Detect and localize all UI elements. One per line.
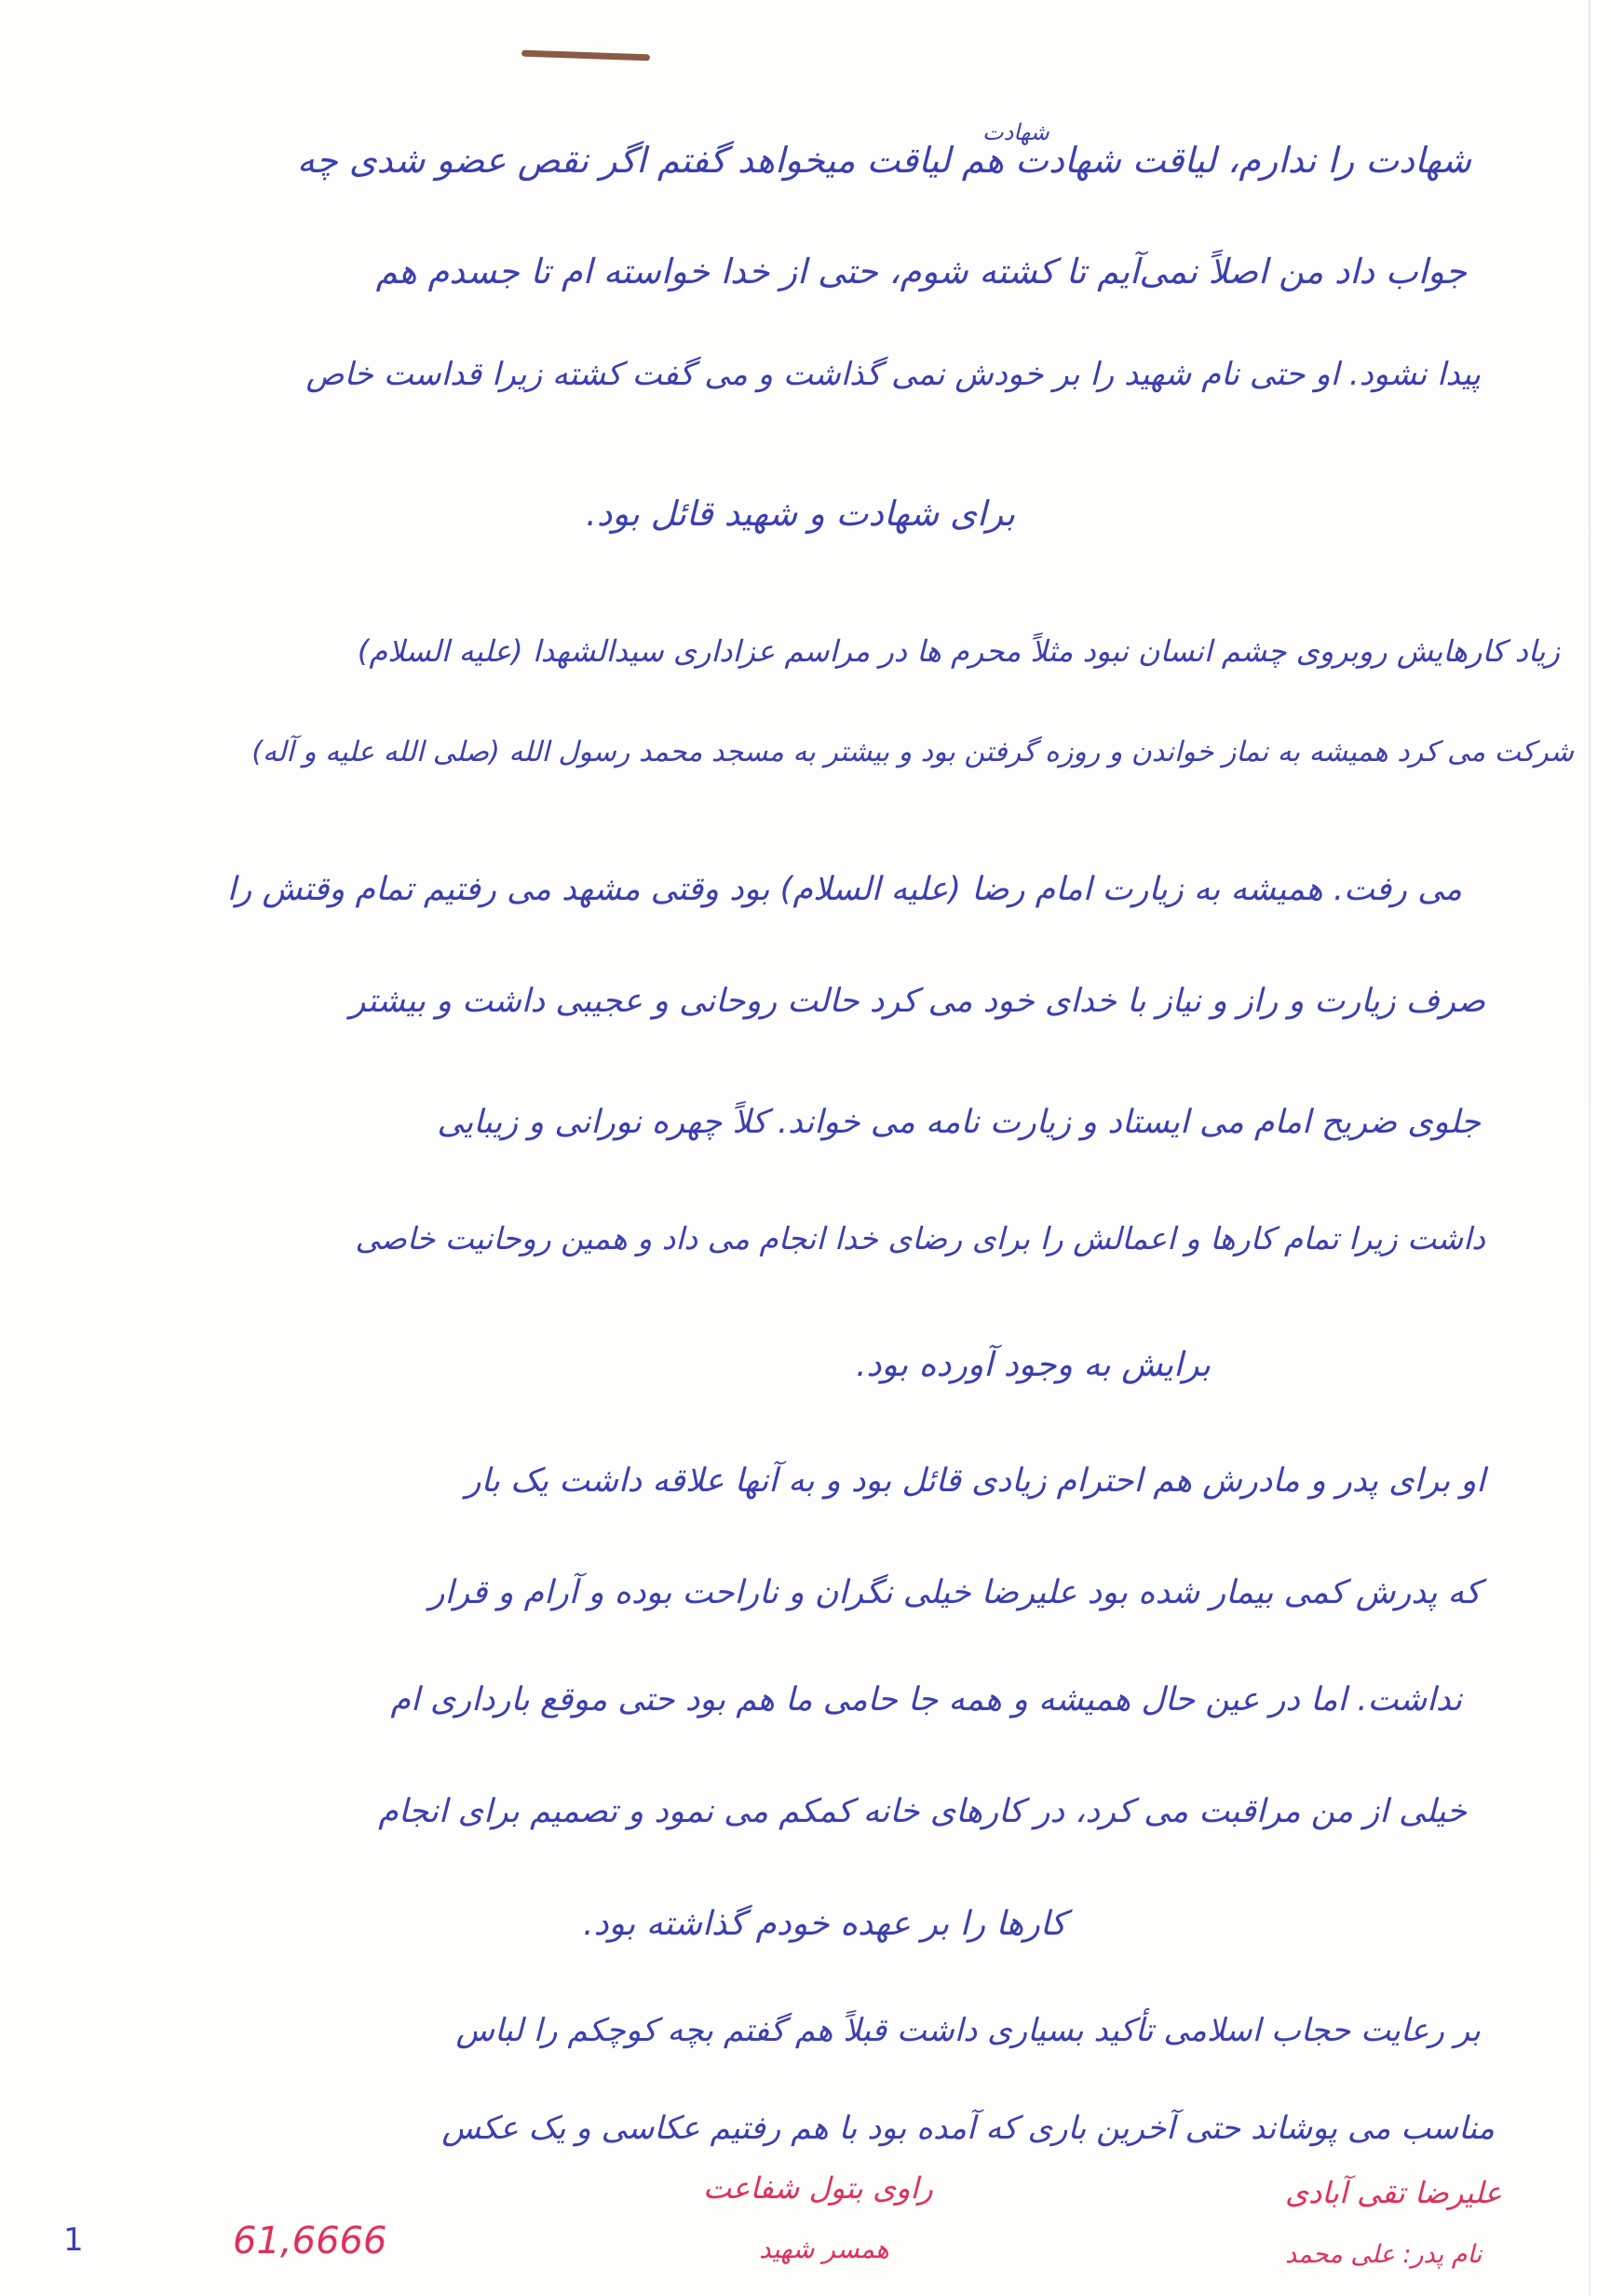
narrator-name: راوی بتول شفاعت bbox=[703, 2170, 933, 2206]
document-code: 61,6666 bbox=[233, 2220, 387, 2262]
text-line-2: جواب داد من اصلاً نمی‌آیم تا کشته شوم، حتی از خدا خواسته ام تا جسدم هم bbox=[375, 251, 1467, 292]
text-line-5: زیاد کارهایش روبروی چشم انسان نبود مثلاً محرم ها در مراسم عزاداری سیدالشهدا (علیه السلام) bbox=[357, 633, 1560, 669]
pencil-mark bbox=[521, 50, 650, 61]
text-line-1: شهادت را ندارم، لیاقت شهادت هم لیاقت میخواهد گفتم اگر نقص عضو شدی چه bbox=[296, 140, 1471, 181]
text-line-11: برایش به وجود آورده بود. bbox=[856, 1346, 1211, 1384]
martyr-name: علیرضا تقی آبادی bbox=[1285, 2175, 1502, 2210]
text-line-14: نداشت. اما در عین حال همیشه و همه جا حامی ما هم بود حتی موقع بارداری ام bbox=[390, 1681, 1462, 1719]
martyr-father-name: نام پدر: علی محمد bbox=[1285, 2240, 1482, 2269]
page-number: 1 bbox=[63, 2221, 84, 2259]
text-line-10: داشت زیرا تمام کارها و اعمالش را برای رضای خدا انجام می داد و همین روحانیت خاصی bbox=[355, 1220, 1485, 1257]
text-line-13: که پدرش کمی بیمار شده بود علیرضا خیلی نگران و ناراحت بوده و آرام و قرار bbox=[428, 1574, 1481, 1611]
text-line-16: کارها را بر عهده خودم گذاشته بود. bbox=[583, 1905, 1066, 1943]
text-line-4: برای شهادت و شهید قائل بود. bbox=[586, 494, 1015, 534]
interlinear-correction: شهادت bbox=[982, 119, 1049, 145]
text-line-3: پیدا نشود. او حتی نام شهید را بر خودش نمی گذاشت و می گفت کشته زیرا قداست خاص bbox=[305, 356, 1481, 393]
text-line-6: شرکت می کرد همیشه به نماز خواندن و روزه گرفتن بود و بیشتر به مسجد محمد رسول الله (صلی الله علیه و آله) bbox=[251, 736, 1574, 768]
text-line-18: مناسب می پوشاند حتی آخرین باری که آمده بود با هم رفتیم عکاسی و یک عکس bbox=[441, 2110, 1495, 2147]
text-line-8: صرف زیارت و راز و نیاز با خدای خود می کرد حالت روحانی و عجیبی داشت و بیشتر bbox=[349, 983, 1485, 1020]
text-line-7: می رفت. همیشه به زیارت امام رضا (علیه السلام) بود وقتی مشهد می رفتیم تمام وقتش را bbox=[226, 871, 1462, 908]
text-line-15: خیلی از من مراقبت می کرد، در کارهای خانه کمکم می نمود و تصمیم برای انجام bbox=[378, 1793, 1467, 1830]
narrator-relation: همسر شهید bbox=[759, 2234, 889, 2264]
text-line-17: بر رعایت حجاب اسلامی تأکید بسیاری داشت قبلاً هم گفتم بچه کوچکم را لباس bbox=[455, 2012, 1481, 2049]
paper-fold-line bbox=[1589, 0, 1591, 2296]
text-line-9: جلوی ضریح امام می ایستاد و زیارت نامه می خواند. کلاً چهره نورانی و زیبایی bbox=[437, 1104, 1481, 1141]
text-line-12: او برای پدر و مادرش هم احترام زیادی قائل بود و به آنها علاقه داشت یک بار bbox=[465, 1462, 1485, 1500]
